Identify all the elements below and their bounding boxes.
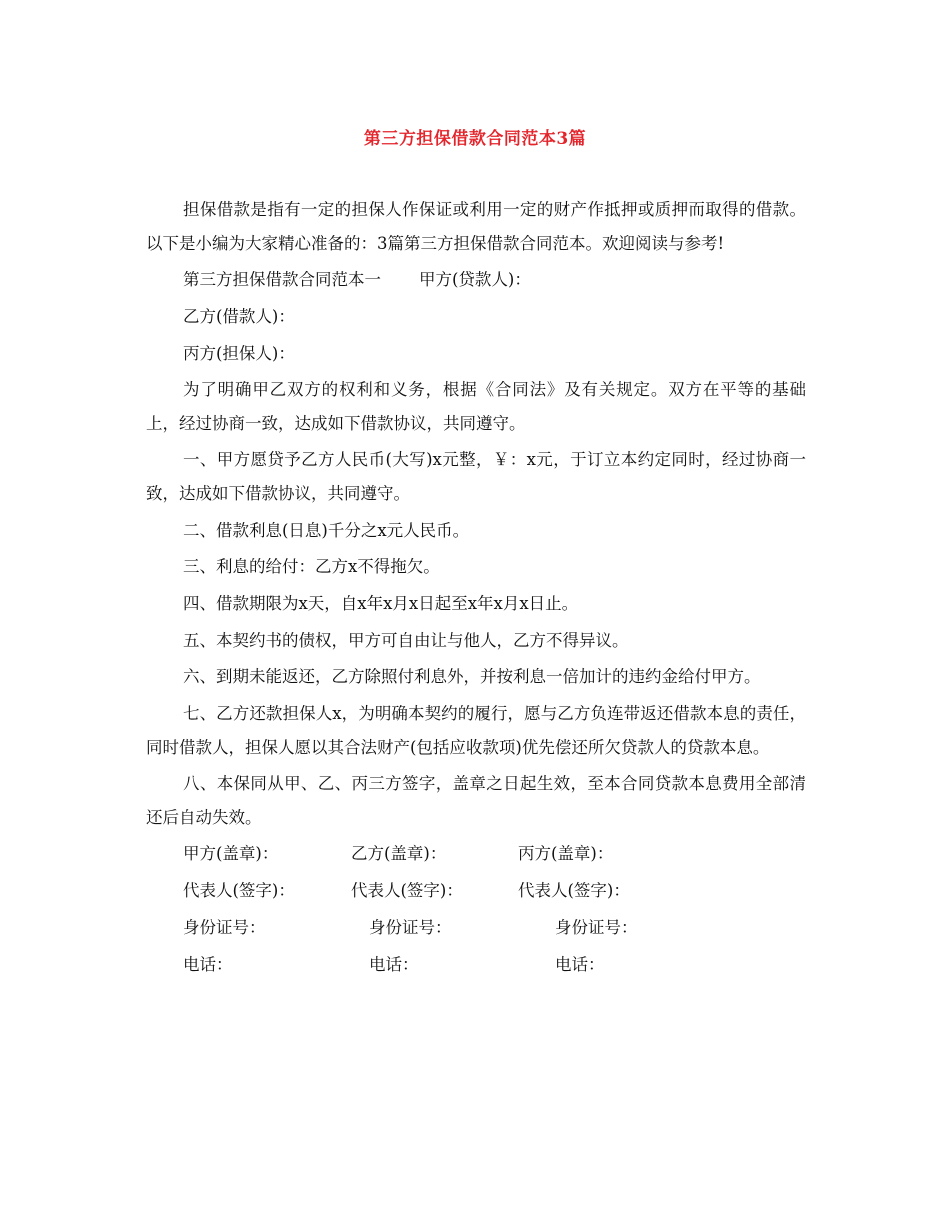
- signature-phone-row: [146, 948, 806, 982]
- party-b-rep: 代表人(签字)：: [351, 881, 463, 901]
- document-body: [146, 193, 806, 984]
- contract-heading-title: 第三方担保借款合同范本一: [183, 270, 381, 290]
- party-b-seal: 乙方(盖章)：: [351, 844, 447, 864]
- party-a-rep: 代表人(签字)：: [183, 881, 295, 901]
- document-title: 第三方担保借款合同范本3篇: [363, 129, 587, 149]
- party-b-id: 身份证号：: [369, 917, 452, 937]
- party-b-phone: 电话：: [369, 954, 419, 974]
- intro-paragraph: 担保借款是指有一定的担保人作保证或利用一定的财产作抵押或质押而取得的借款。以下是小编为大家精心准备的：3篇第三方担保借款合同范本。欢迎阅读与参考!: [146, 200, 806, 253]
- party-a-phone: 电话：: [183, 954, 233, 974]
- clause-8: 八、本保同从甲、乙、丙三方签字，盖章之日起生效，至本合同贷款本息费用全部清还后自动失效。: [146, 774, 806, 827]
- contract-heading: [146, 263, 806, 297]
- party-a-id: 身份证号：: [183, 917, 266, 937]
- clause-6: 六、到期未能返还，乙方除照付利息外，并按利息一倍加计的违约金给付甲方。: [183, 667, 761, 687]
- signature-id-row: [146, 911, 806, 945]
- clause-5: 五、本契约书的债权，甲方可自由让与他人，乙方不得异议。: [183, 630, 629, 650]
- clause-4: 四、借款期限为x天，自x年x月x日起至x年x月x日止。: [183, 594, 579, 613]
- signature-rep-row: [146, 874, 806, 908]
- preamble-paragraph: 为了明确甲乙双方的权利和义务，根据《合同法》及有关规定。双方在平等的基础上，经过协商一致，达成如下借款协议，共同遵守。: [146, 380, 806, 433]
- clause-1: 一、甲方愿贷予乙方人民币(大写)x元整，￥：x元，于订立本约定同时，经过协商一致，达成如下借款协议，共同遵守。: [146, 450, 806, 503]
- party-a-label: 甲方(贷款人)：: [419, 270, 531, 290]
- party-c-phone: 电话：: [555, 954, 605, 974]
- party-b-label: 乙方(借款人)：: [183, 306, 295, 326]
- clause-7: 七、乙方还款担保人x，为明确本契约的履行，愿与乙方负连带返还借款本息的责任，同时借款人，担保人愿以其合法财产(包括应收款项)优先偿还所欠贷款人的贷款本息。: [146, 704, 806, 757]
- clause-3: 三、利息的给付：乙方x不得拖欠。: [183, 557, 440, 577]
- party-c-seal: 丙方(盖章)：: [518, 844, 614, 864]
- clause-2: 二、借款利息(日息)千分之x元人民币。: [183, 520, 470, 540]
- signature-seal-row: [146, 837, 806, 871]
- party-c-rep: 代表人(签字)：: [518, 881, 630, 901]
- party-c-id: 身份证号：: [555, 917, 638, 937]
- party-c-label: 丙方(担保人)：: [183, 343, 295, 363]
- party-a-seal: 甲方(盖章)：: [183, 844, 279, 864]
